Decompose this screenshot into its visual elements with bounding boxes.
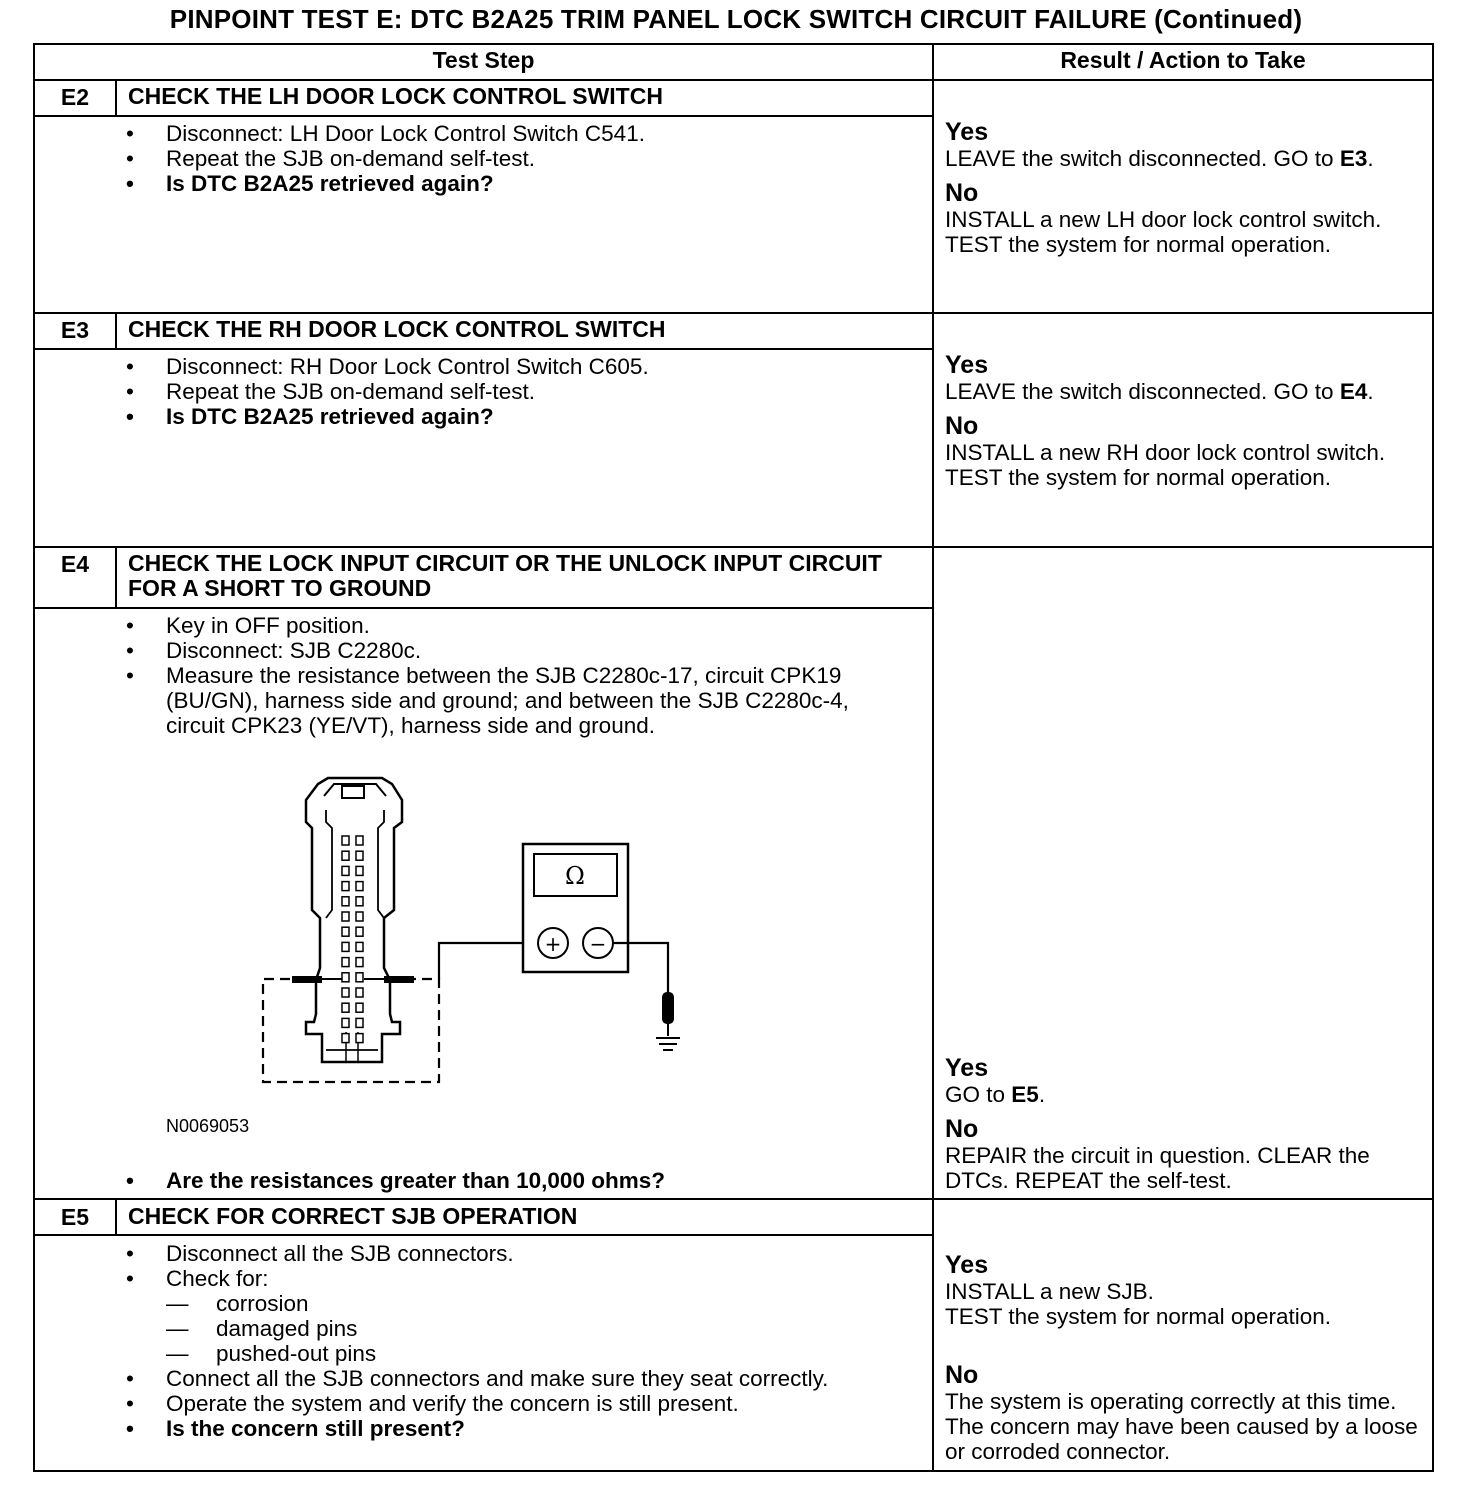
step-instructions bbox=[130, 1241, 910, 1441]
page-title: PINPOINT TEST E: DTC B2A25 TRIM PANEL LOCK SWITCH CIRCUIT FAILURE (Continued) bbox=[169, 4, 1303, 34]
yes-action: INSTALL a new SJB. bbox=[945, 1279, 1154, 1304]
goto-step-link[interactable]: E4 bbox=[1339, 379, 1368, 404]
list-item: • Operate the system and verify the concern is still present. bbox=[130, 1391, 910, 1416]
result-block bbox=[945, 119, 1425, 257]
pin-cavity bbox=[356, 1034, 363, 1043]
step-question: • Is DTC B2A25 retrieved again? bbox=[130, 404, 910, 429]
list-item: • Measure the resistance between the SJB C2280c-17, circuit CPK19 (BU/GN), harness side and ground; and between the SJB C2280c-4, circuit CPK23 (YE/VT), harness side and ground. bbox=[130, 663, 910, 738]
step-id: E2 bbox=[60, 84, 90, 110]
pin-cavity bbox=[356, 897, 363, 906]
step-id: E4 bbox=[60, 551, 90, 577]
result-block bbox=[945, 1055, 1430, 1193]
pin-cavity bbox=[356, 836, 363, 845]
step-question: • Are the resistances greater than 10,000 ohms? bbox=[130, 1168, 910, 1193]
pin-cavity bbox=[342, 1034, 349, 1043]
list-item: • Repeat the SJB on-demand self-test. bbox=[130, 146, 910, 171]
pin-cavity bbox=[342, 958, 349, 967]
ohm-symbol: Ω bbox=[565, 862, 585, 890]
step-question: • Is DTC B2A25 retrieved again? bbox=[130, 171, 910, 196]
no-action: INSTALL a new LH door lock control switch. TEST the system for normal operation. bbox=[945, 207, 1382, 257]
step-question-list bbox=[130, 1168, 910, 1193]
yes-label: Yes bbox=[945, 351, 989, 379]
list-item: • Disconnect all the SJB connectors. bbox=[130, 1241, 910, 1266]
goto-step-link[interactable]: E5 bbox=[1011, 1082, 1039, 1107]
figure-id: N0069053 bbox=[166, 1116, 250, 1136]
yes-label: Yes bbox=[945, 1054, 989, 1082]
result-block bbox=[945, 1252, 1425, 1464]
step-title: CHECK FOR CORRECT SJB OPERATION bbox=[128, 1203, 578, 1229]
pin-cavity bbox=[356, 882, 363, 891]
pin-cavity bbox=[342, 866, 349, 875]
pin-cavity bbox=[356, 912, 363, 921]
pin-cavity bbox=[342, 882, 349, 891]
result-block bbox=[945, 352, 1425, 490]
no-label: No bbox=[945, 179, 979, 207]
pin-cavity bbox=[342, 912, 349, 921]
step-id: E3 bbox=[60, 317, 90, 343]
pin-cavity bbox=[342, 1018, 349, 1027]
resistance-test-diagram bbox=[250, 770, 690, 1090]
list-item: • Disconnect: LH Door Lock Control Switch C541. bbox=[130, 121, 910, 146]
sub-list-item: — pushed-out pins bbox=[130, 1341, 910, 1366]
list-item: • Key in OFF position. bbox=[130, 613, 910, 638]
pin-cavity bbox=[342, 897, 349, 906]
list-item: • Connect all the SJB connectors and make sure they seat correctly. bbox=[130, 1366, 910, 1391]
ohmmeter bbox=[523, 844, 628, 972]
step-instructions bbox=[130, 121, 910, 196]
list-item: • Repeat the SJB on-demand self-test. bbox=[130, 379, 910, 404]
header-result: Result / Action to Take bbox=[1060, 47, 1306, 73]
no-action: INSTALL a new RH door lock control switch. TEST the system for normal operation. bbox=[945, 440, 1386, 490]
goto-step-link[interactable]: E3 bbox=[1339, 146, 1368, 171]
pin-cavity bbox=[342, 988, 349, 997]
pin-cavity bbox=[356, 927, 363, 936]
step-instructions bbox=[130, 613, 910, 738]
minus-terminal-icon: − bbox=[589, 932, 607, 956]
ground-icon bbox=[656, 1038, 680, 1050]
step-question: • Is the concern still present? bbox=[130, 1416, 910, 1441]
list-item: • Check for: bbox=[130, 1266, 910, 1291]
pin-cavity bbox=[356, 851, 363, 860]
step-id: E5 bbox=[60, 1204, 90, 1230]
pin-cavity bbox=[356, 942, 363, 951]
sub-list-item: — corrosion bbox=[130, 1291, 910, 1316]
pin-cavity bbox=[342, 836, 349, 845]
pin-cavity bbox=[342, 927, 349, 936]
no-label: No bbox=[945, 412, 979, 440]
list-item: • Disconnect: SJB C2280c. bbox=[130, 638, 910, 663]
pin-cavity bbox=[342, 942, 349, 951]
pin-cavity bbox=[342, 851, 349, 860]
no-action: REPAIR the circuit in question. CLEAR the DTCs. REPEAT the self-test. bbox=[945, 1143, 1370, 1193]
header-test-step: Test Step bbox=[432, 47, 535, 73]
yes-label: Yes bbox=[945, 118, 989, 146]
pin-cavity bbox=[356, 973, 363, 982]
list-item: • Disconnect: RH Door Lock Control Switch C605. bbox=[130, 354, 910, 379]
pin-cavity bbox=[342, 973, 349, 982]
step-title: CHECK THE LOCK INPUT CIRCUIT OR THE UNLOCK INPUT CIRCUIT FOR A SHORT TO GROUND bbox=[128, 550, 882, 601]
step-title: CHECK THE RH DOOR LOCK CONTROL SWITCH bbox=[128, 316, 666, 342]
sub-list-item: — damaged pins bbox=[130, 1316, 910, 1341]
yes-action-2: TEST the system for normal operation. bbox=[945, 1304, 1331, 1329]
yes-action: GO to E5. bbox=[945, 1082, 1046, 1107]
pin-cavity bbox=[356, 1003, 363, 1012]
no-label: No bbox=[945, 1361, 979, 1389]
yes-action: LEAVE the switch disconnected. GO to E4. bbox=[945, 379, 1374, 404]
yes-action: LEAVE the switch disconnected. GO to E3. bbox=[945, 146, 1374, 171]
yes-label: Yes bbox=[945, 1251, 989, 1279]
no-action: The system is operating correctly at this time. The concern may have been caused by a loose or corroded connector. bbox=[945, 1389, 1418, 1464]
step-instructions bbox=[130, 354, 910, 429]
pin-cavity bbox=[356, 958, 363, 967]
connector-shell bbox=[306, 778, 402, 1062]
no-label: No bbox=[945, 1115, 979, 1143]
pin-cavity bbox=[356, 1018, 363, 1027]
pin-cavity bbox=[356, 866, 363, 875]
pin-cavity bbox=[356, 988, 363, 997]
plus-terminal-icon: + bbox=[544, 932, 562, 956]
pin-cavity bbox=[342, 1003, 349, 1012]
step-title: CHECK THE LH DOOR LOCK CONTROL SWITCH bbox=[128, 83, 663, 109]
